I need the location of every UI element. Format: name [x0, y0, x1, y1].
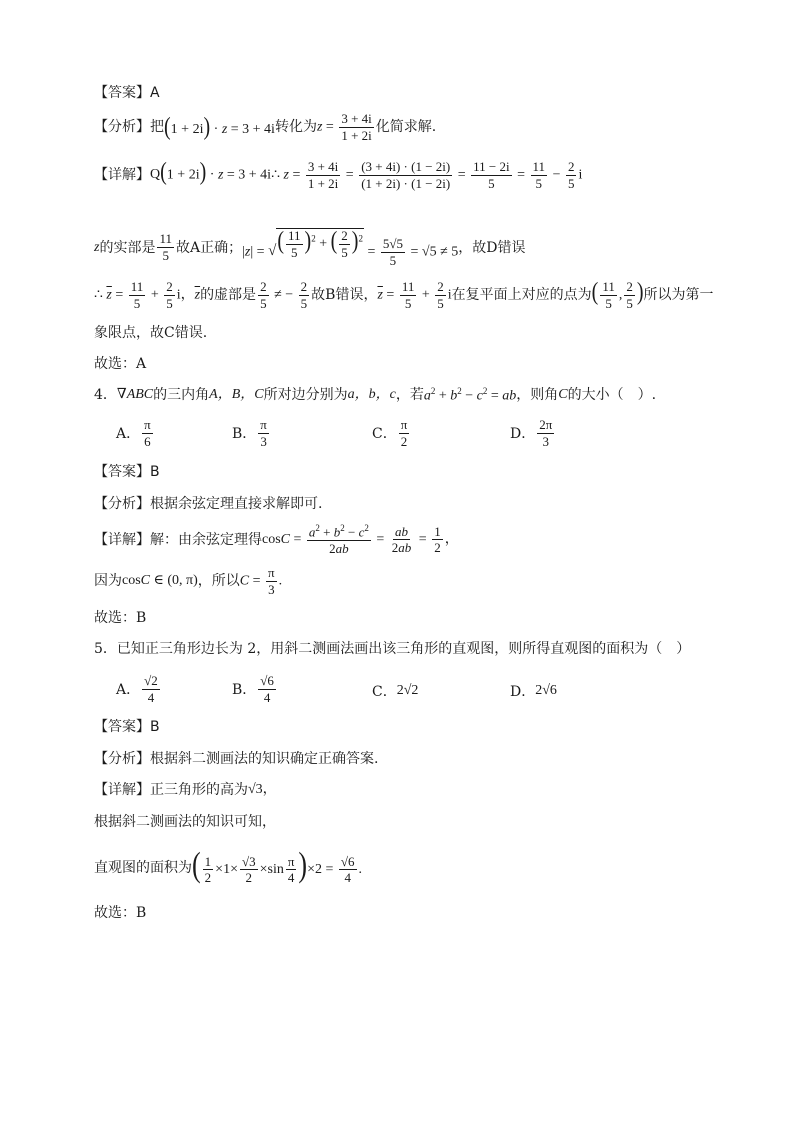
analysis-tag: 【分析】	[94, 119, 150, 136]
choose-text: 故选：B	[94, 610, 147, 626]
q5-analysis-line	[94, 752, 378, 766]
formula: ( $\frac{1}{2}$ ×1× $\frac{√3}{2}$ ×sin $\frac{\pi}{4}$ )×2 = $\frac{√6}{4}$ .	[192, 844, 363, 886]
text: 在复平面上对应的点为	[451, 287, 592, 304]
text: ，若	[395, 387, 424, 404]
text: 的虚部是	[200, 287, 257, 304]
option-label: A．	[116, 426, 141, 443]
question-stem: 5．已知正三角形边长为 2，用斜二测画法画出该三角形的直观图，则所得直观图的面积为（ ）	[94, 641, 691, 657]
text: 直观图的面积为	[94, 860, 192, 877]
formula: (1 + 2i) · z = 3 + 4i∴ z = $\frac{3 + 4i}{1 + 2i}$ = $\frac{(3 + 4i) \cdot (1 - 2i)}{(1 + 2i) \cdot (1 - 2i)}$ = $\frac{11 - 2i}{5}$ = $\frac{11}{5}$ − $\frac{2}{5}$ i	[160, 158, 583, 191]
formula: ∇ABC	[116, 387, 154, 403]
analysis-tag: 【分析】	[94, 751, 150, 767]
option-label: C．	[372, 684, 397, 700]
q4-choose-line	[94, 611, 146, 625]
q5-answer-line	[94, 720, 160, 734]
formula: cosC ∈ (0, π)	[122, 573, 198, 589]
q3-quadrant-line	[94, 326, 207, 340]
text: 解：由余弦定理得	[150, 531, 262, 548]
answer-tag: 【答案】	[94, 719, 150, 735]
formula: $\overline{z}$ = $\frac{11}{5}$ + $\frac{2}{5}$ i	[377, 279, 452, 311]
text: 的大小（ ）.	[567, 387, 657, 404]
q5-know-line	[94, 815, 276, 829]
formula: $\frac{\pi}{2}$	[400, 417, 408, 449]
q5-option-a[interactable]	[116, 674, 162, 704]
formula: 2√6	[535, 683, 557, 698]
analysis-text: 把	[150, 119, 164, 136]
q4-option-a[interactable]	[116, 418, 155, 448]
detail-q: Q	[150, 167, 161, 183]
text: ，所以	[197, 573, 240, 590]
formula: $\frac{11}{5}$	[159, 231, 172, 264]
q4-detail-line	[94, 524, 459, 556]
option-label: A．	[116, 682, 141, 699]
text: 象限点，故C错误.	[94, 325, 208, 341]
formula: 2√2	[396, 683, 419, 698]
q4-option-b[interactable]	[232, 418, 271, 448]
q3-choose-line	[94, 357, 146, 371]
option-label: C．	[372, 426, 397, 443]
text: 的实部是	[99, 239, 156, 256]
text: ，则角	[516, 387, 559, 404]
q4-option-d[interactable]	[510, 418, 556, 448]
detail-tag: 【详解】	[94, 167, 150, 184]
formula: (1 + 2i) · z = 3 + 4i	[164, 113, 275, 141]
q5-detail-line	[94, 783, 277, 797]
q4-option-c[interactable]	[372, 418, 411, 448]
q5-option-d[interactable]	[510, 681, 557, 701]
analysis-text: 根据余弦定理直接求解即可.	[150, 496, 323, 512]
answer-value: A	[150, 85, 160, 101]
formula: a，b，c	[347, 387, 396, 403]
q3-detail-line	[94, 160, 582, 190]
formula: |z| = √ ( $\frac{11}{5}$ )$^2$ + ( $\frac{2}{5}$ )$^2$ = $\frac{5√5}{5}$ = √5 ≠ 5	[242, 227, 459, 268]
q3-real-line	[94, 228, 525, 267]
choose-text: 故选：A	[94, 356, 147, 372]
text: 正三角形的高为	[150, 782, 248, 798]
formula: $\frac{2}{5}$ ≠ − $\frac{2}{5}$	[260, 279, 308, 311]
answer-value: B	[150, 464, 160, 480]
q4-answer-line	[94, 465, 160, 479]
q4-analysis-line	[94, 497, 322, 511]
q4-because-line	[94, 566, 282, 596]
analysis-text: 化简求解.	[375, 119, 437, 136]
text: 故A正确；	[175, 239, 243, 256]
q5-option-c[interactable]	[372, 681, 418, 701]
detail-tag: 【详解】	[94, 531, 150, 548]
formula: $a^2 + b^2 - c^2$ = ab	[423, 386, 517, 404]
text: 因为	[94, 573, 122, 590]
detail-tag: 【详解】	[94, 782, 150, 798]
q5-choose-line	[94, 906, 146, 920]
formula: z	[94, 239, 100, 255]
option-label: B．	[232, 426, 257, 443]
option-label: B．	[232, 682, 257, 699]
q5-area-line	[94, 844, 363, 886]
formula: ∴ $\overline{z}$ = $\frac{11}{5}$ + $\frac{2}{5}$ i，$\overline{z}$	[94, 279, 201, 311]
answer-tag: 【答案】	[94, 464, 150, 480]
option-label: D．	[510, 684, 536, 700]
formula: z = $\frac{3 + 4i}{1 + 2i}$	[316, 111, 372, 143]
formula: C = $\frac{\pi}{3}$ .	[239, 565, 283, 597]
text: ，故D错误	[458, 239, 526, 256]
formula: $\frac{√2}{4}$	[144, 673, 158, 705]
option-label: D．	[510, 426, 536, 443]
q4-stem	[94, 387, 656, 404]
answer-value: B	[150, 719, 160, 735]
formula: $\frac{√6}{4}$	[260, 673, 274, 705]
q3-analysis-line	[94, 112, 436, 142]
q3-conj-line	[94, 280, 714, 310]
formula: A，B，C	[209, 387, 264, 403]
analysis-tag: 【分析】	[94, 496, 150, 512]
analysis-text: 转化为	[274, 119, 317, 136]
text: 所对边分别为	[263, 387, 348, 404]
text: 根据斜二测画法的知识可知，	[94, 814, 276, 830]
q5-option-b[interactable]	[232, 674, 278, 704]
question-number: 4．	[94, 387, 117, 404]
formula: C	[558, 387, 568, 403]
analysis-text: 根据斜二测画法的知识确定正确答案.	[150, 751, 379, 767]
formula: cosC = $\frac{a^2 + b^2 - c^2}{2ab}$ = $\frac{ab}{2ab}$ = $\frac{1}{2}$ ，	[262, 523, 459, 556]
formula: ( $\frac{11}{5}$ , $\frac{2}{5}$ )	[591, 278, 644, 311]
text: 所以为第一	[643, 287, 714, 304]
formula: $\frac{\pi}{6}$	[144, 417, 151, 449]
formula: √3，	[248, 782, 277, 797]
formula: $\frac{\pi}{3}$	[260, 417, 267, 449]
text: 故B错误，	[311, 287, 378, 304]
answer-tag: 【答案】	[94, 85, 150, 101]
text: 的三内角	[153, 387, 210, 404]
q5-stem	[94, 642, 690, 656]
formula: $\frac{2\pi}{3}$	[539, 417, 553, 449]
q3-answer-line	[94, 86, 160, 100]
choose-text: 故选：B	[94, 905, 147, 921]
